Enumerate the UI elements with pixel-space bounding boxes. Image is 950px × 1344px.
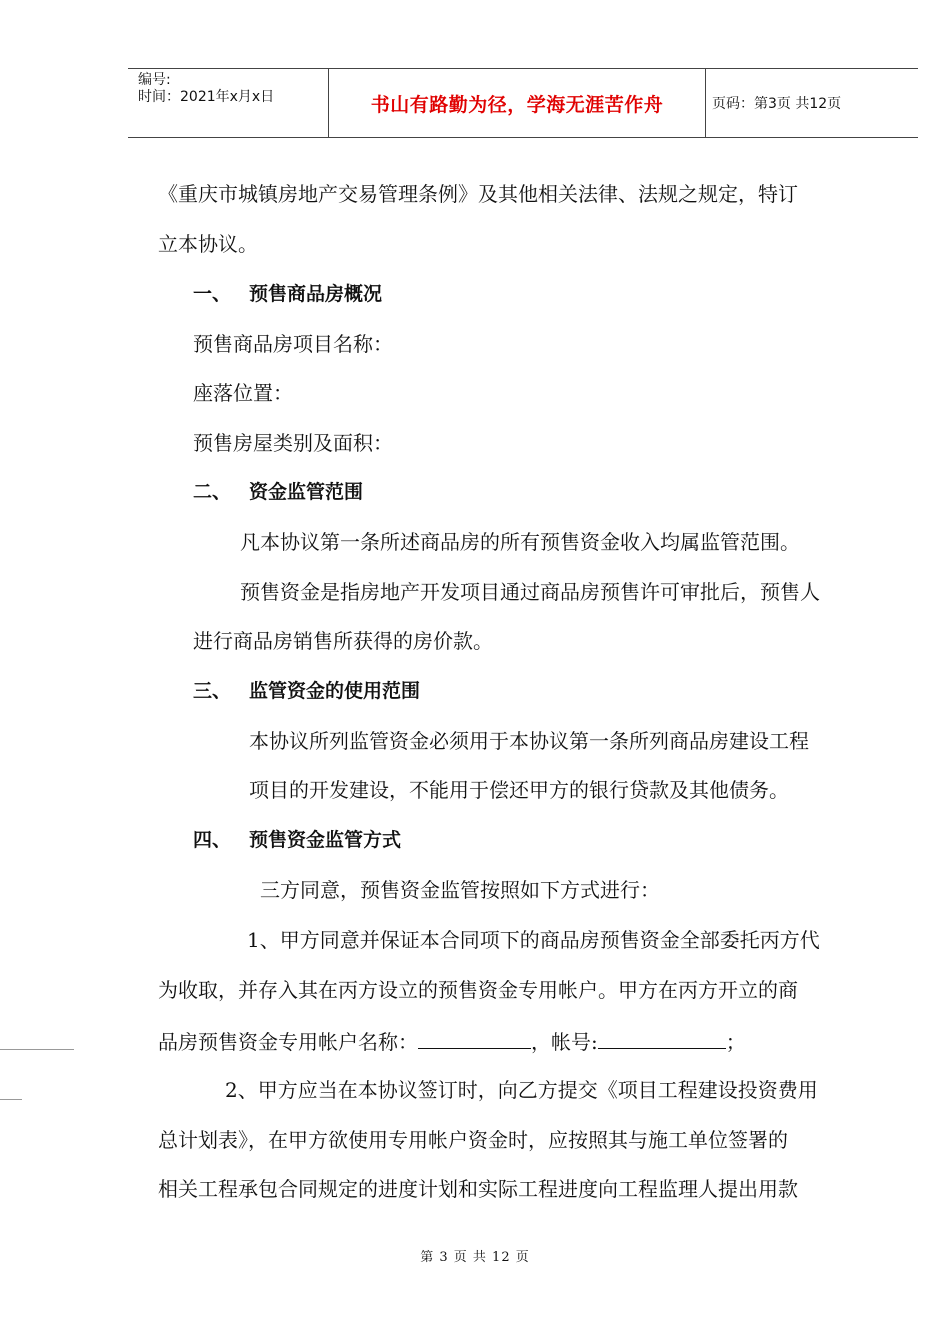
clause-2-line-1: 2、甲方应当在本协议签订时，向乙方提交《项目工程建设投资费用 <box>225 1078 818 1102</box>
intro-line-2: 立本协议。 <box>158 232 258 256</box>
section-2-heading <box>193 480 363 504</box>
header-meta <box>128 69 328 137</box>
section-2-number: 二、 <box>193 481 232 503</box>
header-page-number: 页码：第3页 共12页 <box>712 96 842 112</box>
page-header <box>128 68 918 138</box>
account-name-blank <box>418 1028 531 1049</box>
category-area-field: 预售房屋类别及面积： <box>193 431 393 455</box>
clause-2-line-3: 相关工程承包合同规定的进度计划和实际工程进度向工程监理人提出用款 <box>158 1177 798 1201</box>
section-1-title: 预售商品房概况 <box>249 283 383 305</box>
section-1-heading <box>193 282 382 306</box>
serial-label: 编号: <box>138 72 171 88</box>
intro-line-1: 《重庆市城镇房地产交易管理条例》及其他相关法律、法规之规定，特订 <box>158 182 798 206</box>
section-4-number: 四、 <box>193 829 232 851</box>
section-3-heading <box>193 679 420 703</box>
section-2-line-1: 凡本协议第一条所述商品房的所有预售资金收入均属监管范围。 <box>240 530 800 554</box>
account-number-blank <box>598 1028 726 1049</box>
margin-mark <box>0 1099 22 1100</box>
section-4-heading <box>193 828 401 852</box>
margin-mark <box>0 1049 74 1050</box>
clause-1-line-3 <box>158 1028 746 1054</box>
section-4-intro: 三方同意，预售资金监管按照如下方式进行： <box>260 878 660 902</box>
location-field: 座落位置： <box>193 381 293 405</box>
section-2-title: 资金监管范围 <box>249 481 364 503</box>
account-number-label: ，帐号: <box>531 1030 598 1054</box>
header-motto: 书山有路勤为径，学海无涯苦作舟 <box>328 69 706 137</box>
project-name-field: 预售商品房项目名称： <box>193 332 393 356</box>
page-footer: 第 3 页 共 12 页 <box>420 1250 530 1265</box>
account-name-label: 品房预售资金专用帐户名称： <box>158 1030 418 1054</box>
section-1-number: 一、 <box>193 283 232 305</box>
section-3-line-1: 本协议所列监管资金必须用于本协议第一条所列商品房建设工程 <box>249 729 809 753</box>
section-3-line-2: 项目的开发建设，不能用于偿还甲方的银行贷款及其他债务。 <box>249 778 789 802</box>
section-3-number: 三、 <box>193 680 232 702</box>
time-label: 时间：2021年x月x日 <box>138 89 275 105</box>
clause-2-line-2: 总计划表》，在甲方欲使用专用帐户资金时，应按照其与施工单位签署的 <box>158 1128 788 1152</box>
section-3-title: 监管资金的使用范围 <box>249 680 421 702</box>
clause-1-line-2: 为收取，并存入其在丙方设立的预售资金专用帐户。甲方在丙方开立的商 <box>158 978 798 1002</box>
clause-1-line-1: 1、甲方同意并保证本合同项下的商品房预售资金全部委托丙方代 <box>247 928 820 952</box>
section-2-line-2: 预售资金是指房地产开发项目通过商品房预售许可审批后，预售人 <box>240 580 820 604</box>
section-2-line-3: 进行商品房销售所获得的房价款。 <box>193 629 493 653</box>
clause-1-end: ； <box>725 1030 746 1054</box>
section-4-title: 预售资金监管方式 <box>249 829 402 851</box>
